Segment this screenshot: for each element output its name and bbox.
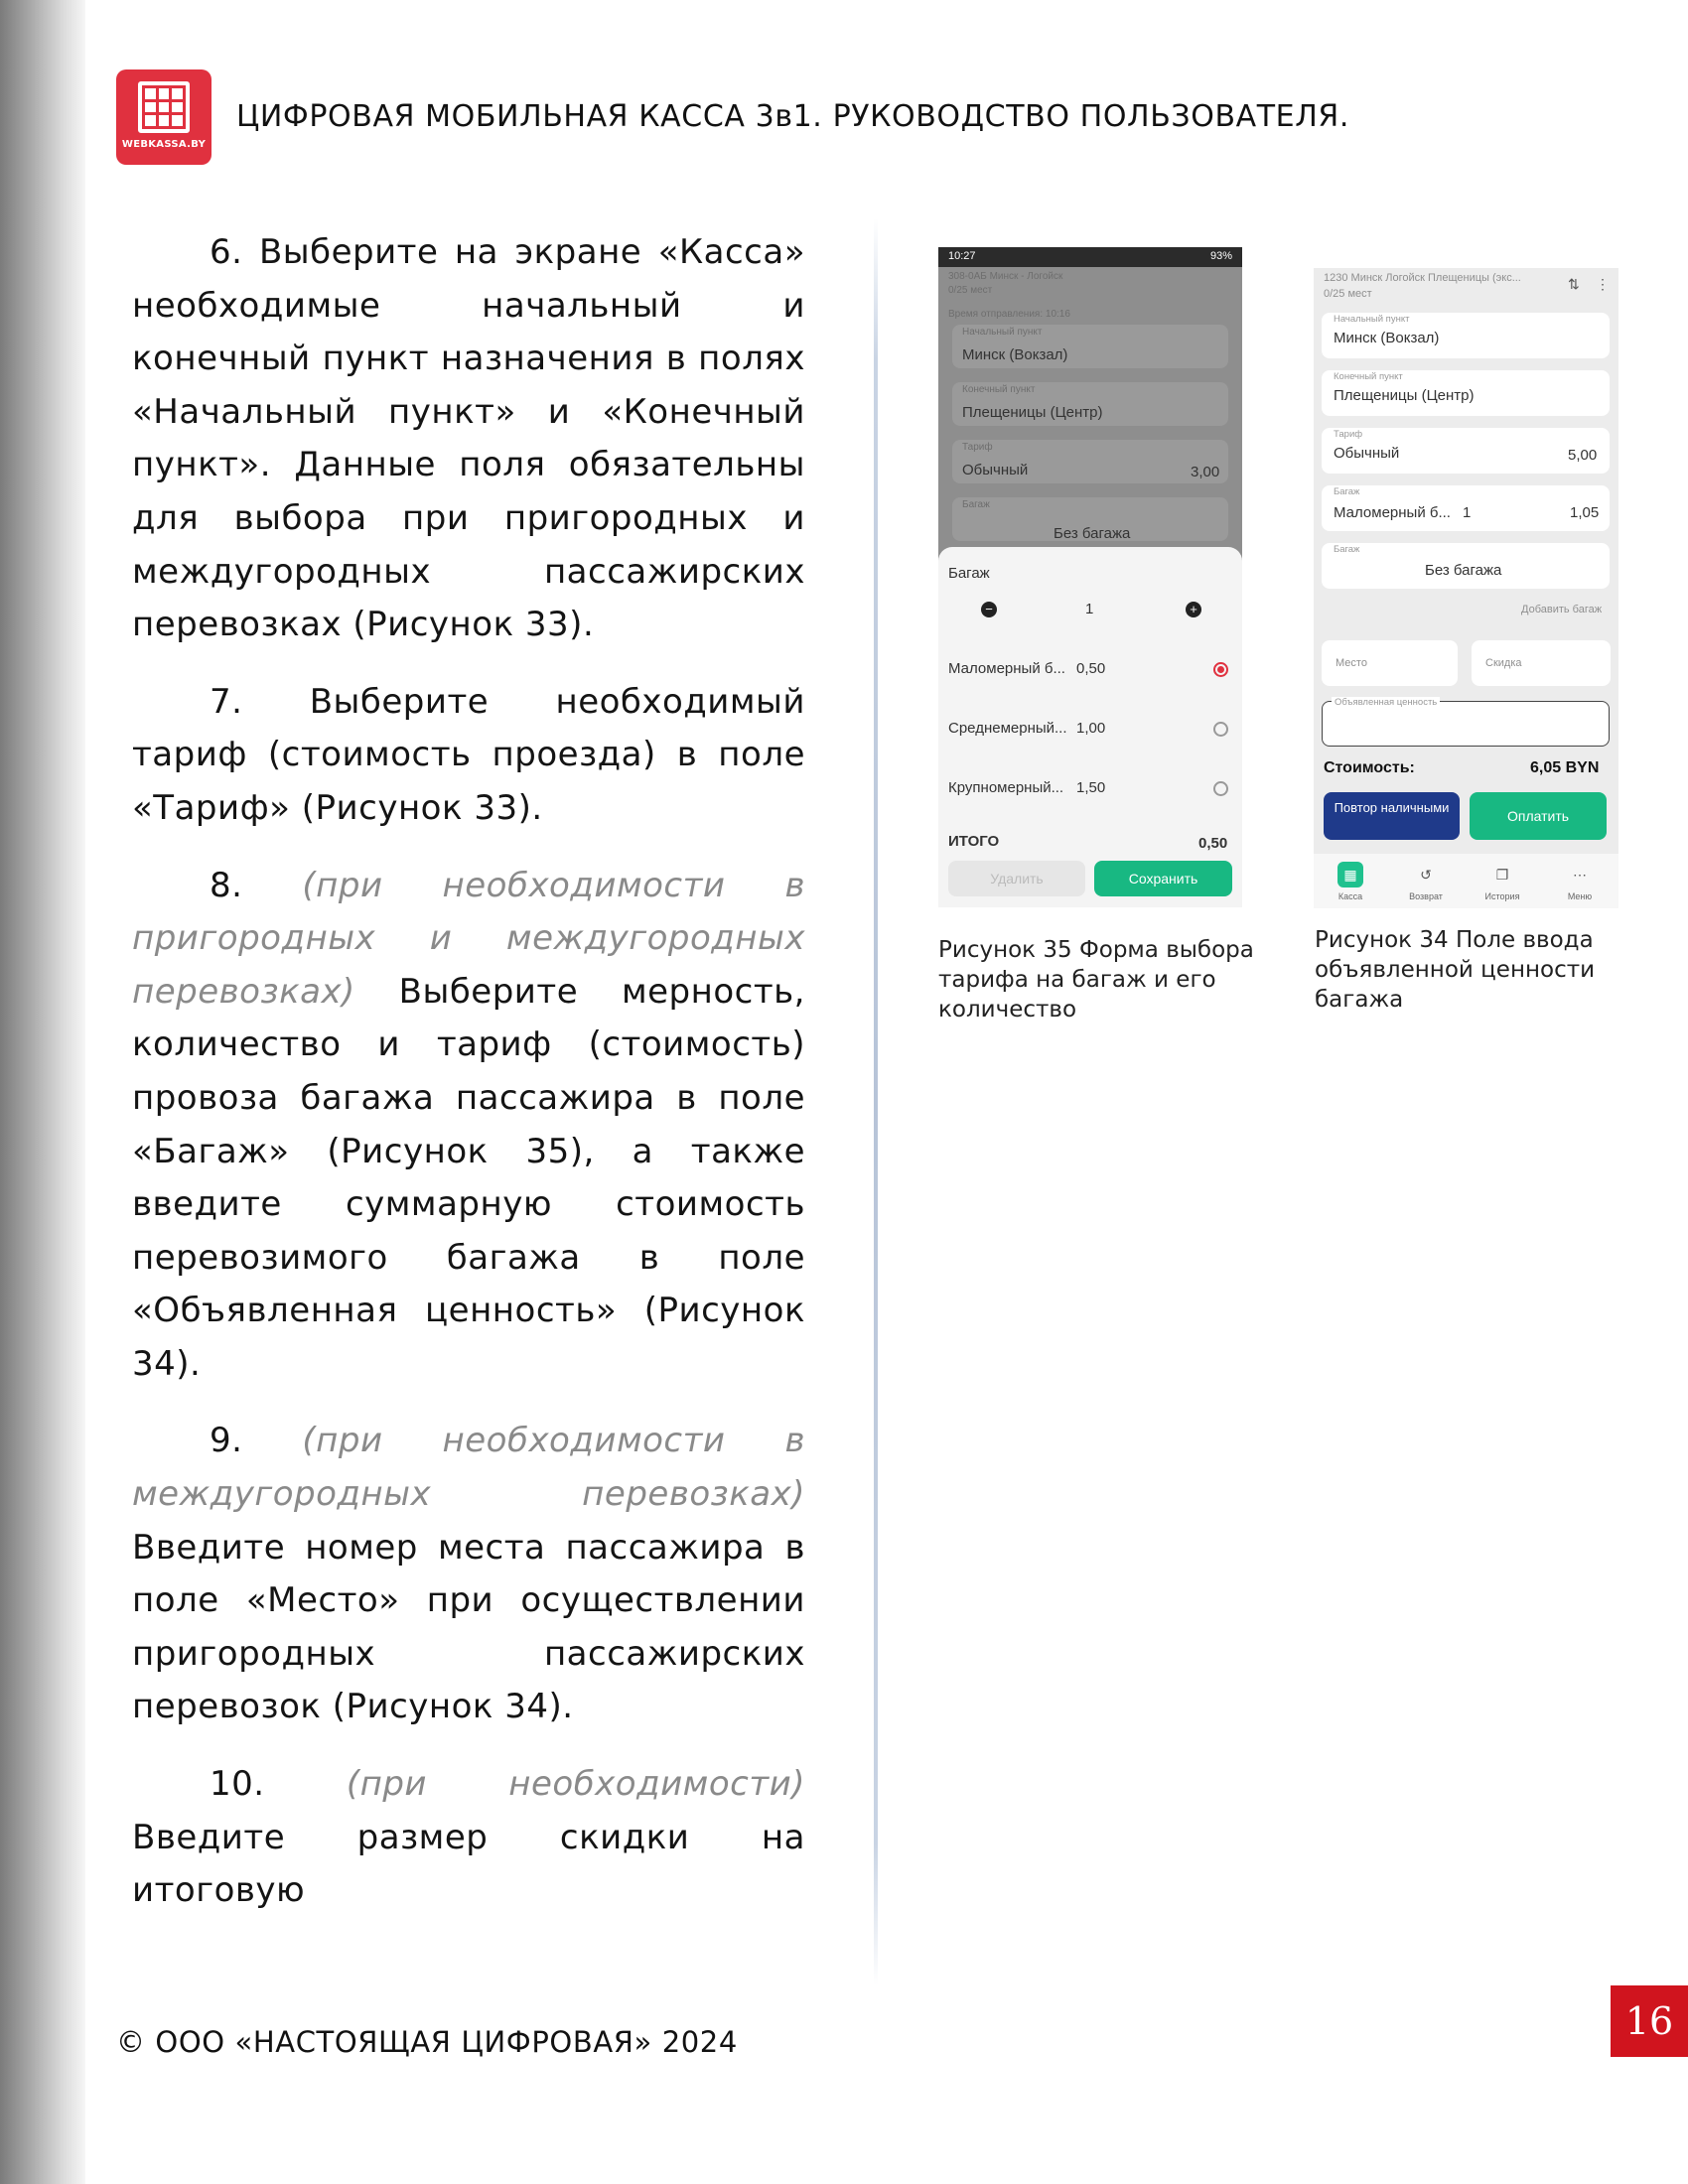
logo-text: WEBKASSA.BY: [121, 139, 207, 150]
figure-35-caption: Рисунок 35 Форма выбора тарифа на багаж и его количество: [938, 937, 1254, 1023]
option-2-name: Среднемерный...: [948, 720, 1067, 737]
paragraph-note: (при необходимости): [264, 1764, 805, 1805]
calculator-icon: ▦: [1337, 862, 1363, 887]
option-3-radio[interactable]: [1213, 781, 1228, 796]
start-value: Минск (Вокзал): [1334, 330, 1440, 346]
sheet-title: Багаж: [948, 565, 990, 582]
nav-cashier-label: Касса: [1337, 891, 1363, 901]
baggage-qty: 1: [1463, 504, 1472, 521]
paragraph-6: [132, 226, 805, 652]
start-label: Начальный пункт: [962, 327, 1043, 338]
paragraph-number: 9.: [210, 1421, 243, 1461]
end-label: Конечный пункт: [962, 384, 1036, 395]
nav-cashier[interactable]: [1321, 862, 1380, 901]
tariff-value: Обычный: [962, 462, 1029, 478]
paragraph-number: 10.: [210, 1764, 265, 1805]
tariff-price: 5,00: [1568, 447, 1598, 464]
end-value: Плещеницы (Центр): [1334, 387, 1475, 404]
declared-value-label: Объявленная ценность: [1332, 697, 1440, 708]
plus-icon[interactable]: +: [1186, 602, 1201, 617]
end-label: Конечный пункт: [1334, 371, 1403, 382]
baggage-value: Маломерный б...: [1334, 504, 1451, 521]
nav-return-label: Возврат: [1409, 891, 1443, 901]
nav-history-label: История: [1484, 891, 1520, 901]
status-bar: [938, 247, 1242, 267]
more-horizontal-icon: ⋯: [1573, 867, 1587, 883]
nav-history[interactable]: [1473, 862, 1532, 901]
return-icon: ↺: [1420, 867, 1432, 883]
minus-icon[interactable]: −: [981, 602, 997, 617]
baggage-label: Багаж: [1334, 486, 1360, 497]
save-button[interactable]: Сохранить: [1094, 861, 1232, 896]
paragraph-8: [132, 860, 805, 1392]
paragraph-note: (при необходимости в пригородных и междугородных перевозках): [132, 865, 805, 1012]
more-vertical-icon[interactable]: ⋮: [1596, 276, 1610, 292]
option-1-price: 0,50: [1076, 660, 1106, 677]
option-1-name: Маломерный б...: [948, 660, 1065, 677]
paragraph-text: Введите номер места пассажира в поле «Место» при осуществлении пригородных пассажирских перевозок (Рисунок 34).: [132, 1527, 805, 1727]
cost-value: 6,05 BYN: [1530, 759, 1600, 776]
bottom-navigation: [1314, 854, 1618, 908]
column-divider: [874, 218, 878, 1985]
paragraph-7: [132, 676, 805, 836]
option-3-price: 1,50: [1076, 779, 1106, 796]
nav-menu[interactable]: [1550, 862, 1610, 901]
seats-text: 0/25 мест: [1324, 288, 1372, 300]
pay-button[interactable]: Оплатить: [1470, 792, 1607, 840]
status-battery: 93%: [1209, 250, 1232, 262]
page-number: 16: [1611, 1985, 1688, 2057]
history-icon: ❐: [1495, 867, 1509, 883]
repeat-cash-button[interactable]: Повтор наличными: [1324, 792, 1460, 840]
webkassa-logo: [116, 69, 211, 165]
paragraph-text: Выберите на экране «Касса» необходимые начальный и конечный пункт назначения в полях «Начальный пункт» и «Конечный пункт». Данные поля обязательны для выбора при пригородных и междугородных пассажирских перевозках (Рисунок 33).: [132, 232, 805, 645]
end-value: Плещеницы (Центр): [962, 404, 1103, 421]
footer-copyright: © ООО «НАСТОЯЩАЯ ЦИФРОВАЯ» 2024: [116, 2025, 738, 2059]
quantity-value: 1: [1085, 601, 1094, 617]
paragraph-text: Выберите мерность, количество и тариф (стоимость) провоза багажа пассажира в поле «Багаж» (Рисунок 35), а также введите суммарную стоимость перевозимого багажа в поле «Объявленная ценность» (Рисунок 34).: [132, 971, 805, 1384]
nav-return[interactable]: [1396, 862, 1456, 901]
seat-placeholder: Место: [1336, 657, 1367, 669]
paragraph-note: (при необходимости в междугородных перевозках): [132, 1421, 805, 1515]
left-edge-gradient: [0, 0, 85, 2184]
baggage-bottom-sheet: [938, 547, 1242, 907]
delete-button[interactable]: Удалить: [948, 861, 1085, 896]
tariff-value: Обычный: [1334, 445, 1400, 462]
paragraph-number: 7.: [210, 681, 243, 722]
register-grid-icon: [138, 81, 190, 133]
paragraph-10: [132, 1758, 805, 1918]
start-label: Начальный пункт: [1334, 314, 1410, 325]
option-2-radio[interactable]: [1213, 722, 1228, 737]
tariff-label: Тариф: [1334, 429, 1363, 440]
discount-placeholder: Скидка: [1485, 657, 1522, 669]
sort-icon[interactable]: ⇅: [1568, 276, 1580, 292]
baggage-price: 1,05: [1570, 504, 1600, 521]
figure-35-screenshot: [938, 247, 1242, 907]
option-2-price: 1,00: [1076, 720, 1106, 737]
baggage-label: Багаж: [962, 499, 990, 510]
baggage2-label: Багаж: [1334, 544, 1360, 555]
status-time: 10:27: [948, 250, 976, 262]
add-baggage-link[interactable]: Добавить багаж: [1521, 604, 1603, 615]
paragraph-number: 6.: [210, 232, 243, 272]
route-text: 1230 Минск Логойск Плещеницы (экс...: [1324, 272, 1521, 284]
baggage-value: Без багажа: [1054, 525, 1131, 542]
figure-34-caption: Рисунок 34 Поле ввода объявленной ценности багажа: [1315, 927, 1596, 1013]
page-header-title: ЦИФРОВАЯ МОБИЛЬНАЯ КАССА 3в1. РУКОВОДСТВО ПОЛЬЗОВАТЕЛЯ.: [236, 99, 1349, 134]
route-text: 308-0АБ Минск - Логойск: [948, 271, 1063, 282]
tariff-price: 3,00: [1191, 464, 1220, 480]
total-label: ИТОГО: [948, 833, 1000, 850]
tariff-label: Тариф: [962, 442, 993, 453]
departure-text: Время отправления: 10:16: [948, 309, 1070, 320]
total-value: 0,50: [1198, 835, 1228, 852]
figure-34-screenshot: [1314, 268, 1618, 908]
paragraph-9: [132, 1415, 805, 1734]
option-1-radio[interactable]: [1213, 662, 1228, 677]
paragraph-text: Введите размер скидки на итоговую: [132, 1817, 805, 1911]
start-value: Минск (Вокзал): [962, 346, 1068, 363]
body-text-column: [132, 226, 805, 1942]
cost-label: Стоимость:: [1324, 759, 1415, 776]
seats-text: 0/25 мест: [948, 285, 993, 296]
nav-menu-label: Меню: [1567, 891, 1593, 901]
option-3-name: Крупномерный...: [948, 779, 1064, 796]
paragraph-text: Выберите необходимый тариф (стоимость проезда) в поле «Тариф» (Рисунок 33).: [132, 681, 805, 828]
baggage2-value: Без багажа: [1425, 562, 1502, 579]
paragraph-number: 8.: [210, 865, 243, 905]
